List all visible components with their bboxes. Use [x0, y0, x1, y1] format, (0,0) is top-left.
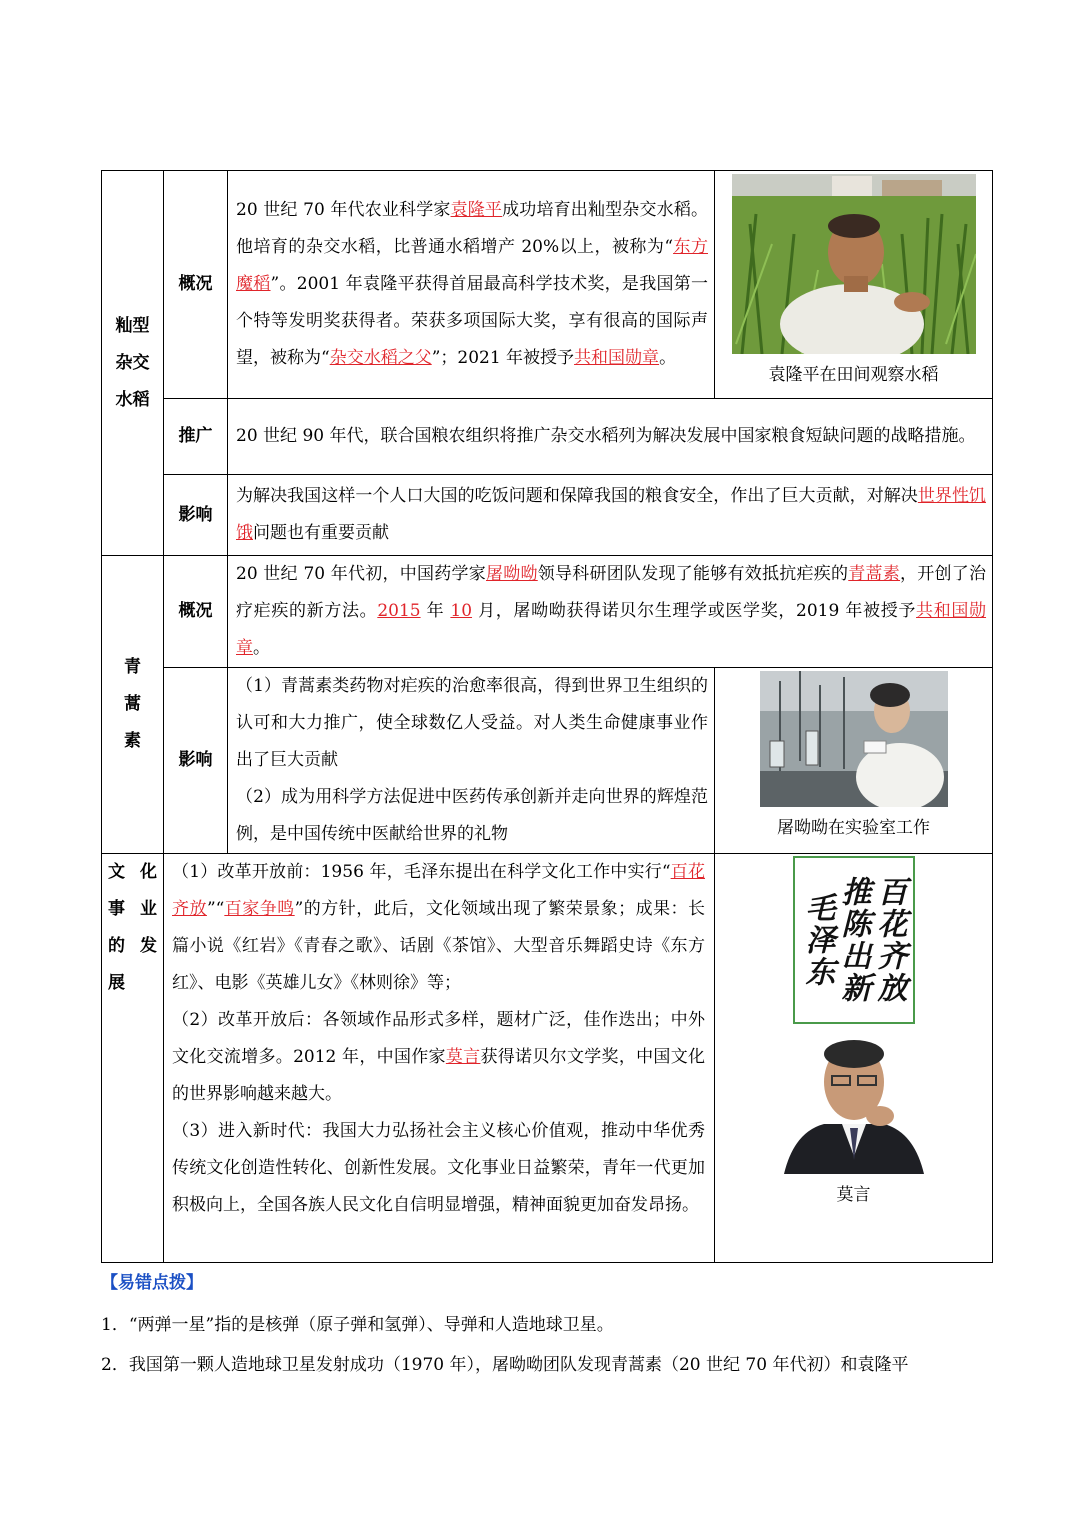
category-culture: 文化 事业 的发 展: [102, 854, 164, 1263]
notes-section: [101, 1268, 992, 1380]
rice-promotion-text: 20 世纪 90 年代，联合国粮农组织将推广杂交水稻列为解决发展中国家粮食短缺问题的战略措施。: [228, 399, 993, 475]
artemisinin-impact-text: （1）青蒿素类药物对疟疾的治愈率很高，得到世界卫生组织的认可和大力推广，使全球数亿人受益。对人类生命健康事业作出了巨大贡献 （2）成为用科学方法促进中医药传承创新并走向世界的辉煌范例，是中国传统中医献给世界的礼物: [228, 668, 715, 854]
rice-overview-text: 20 世纪 70 年代农业科学家袁隆平成功培育出籼型杂交水稻。他培育的杂交水稻，比普通水稻增产 20%以上，被称为“东方魔稻”。2001 年袁隆平获得首届最高科学技术奖，是我国第一个特等发明奖获得者。荣获多项国际大奖，享有很高的国际声望，被称为“杂交水稻之父”；2021 年被授予共和国勋章。: [228, 171, 715, 399]
artemisinin-overview-text: 20 世纪 70 年代初，中国药学家屠呦呦领导科研团队发现了能够有效抵抗疟疾的青蒿素，开创了治疗疟疾的新方法。2015 年 10 月，屠呦呦获得诺贝尔生理学或医学奖，2019 年被授予共和国勋章。: [228, 556, 993, 668]
calligraphy-image: [793, 856, 915, 1024]
label-promotion: 推广: [164, 399, 228, 475]
culture-photo-caption: 莫言: [836, 1185, 871, 1205]
notes-item-2: 2．我国第一颗人造地球卫星发射成功（1970 年），屠呦呦团队发现青蒿素（20 世纪 70 年代初）和袁隆平: [101, 1355, 909, 1375]
category-artemisinin: 青 蒿 素: [102, 556, 164, 854]
mo-yan-photo: [784, 1036, 924, 1174]
rice-photo-caption: 袁隆平在田间观察水稻: [768, 365, 939, 385]
label-overview: 概况: [164, 171, 228, 399]
artemisinin-photo-cell: [715, 668, 993, 854]
culture-para-1: （1）改革开放前：1956 年，毛泽东提出在科学文化工作中实行“百花齐放”“百家争鸣”的方针，此后，文化领域出现了繁荣景象；成果：长篇小说《红岩》《青春之歌》、话剧《茶馆》、大型音乐舞蹈史诗《东方红》、电影《英雄儿女》《林则徐》等；: [172, 862, 706, 993]
label-impact: 影响: [164, 668, 228, 854]
label-impact: 影响: [164, 475, 228, 556]
calligraphy-text: 百花齐放 推陈出新 毛泽东: [799, 876, 907, 1004]
culture-para-3: （3）进入新时代：我国大力弘扬社会主义核心价值观，推动中华优秀传统文化创造性转化、创新性发展。文化事业日益繁荣，青年一代更加积极向上，全国各族人民文化自信明显增强，精神面貌更加奋发昂扬。: [172, 1121, 705, 1215]
tu-youyou-photo: [760, 671, 948, 807]
label-overview: 概况: [164, 556, 228, 668]
rice-photo-cell: [715, 171, 993, 399]
rice-impact-text: 为解决我国这样一个人口大国的吃饭问题和保障我国的粮食安全，作出了巨大贡献，对解决世界性饥饿问题也有重要贡献: [228, 475, 993, 556]
culture-text: [164, 854, 715, 1263]
history-table: [101, 170, 993, 1263]
notes-item-1: 1．“两弹一星”指的是核弹（原子弹和氢弹）、导弹和人造地球卫星。: [101, 1315, 614, 1335]
artemisinin-photo-caption: 屠呦呦在实验室工作: [777, 818, 930, 838]
category-rice: 籼型 杂交 水稻: [102, 171, 164, 556]
notes-heading: 【易错点拨】: [101, 1273, 203, 1293]
culture-image-cell: [715, 854, 993, 1263]
culture-para-2: （2）改革开放后：各领域作品形式多样，题材广泛，佳作迭出；中外文化交流增多。2012 年，中国作家莫言获得诺贝尔文学奖，中国文化的世界影响越来越大。: [172, 1010, 706, 1104]
yuan-longping-photo: [732, 174, 976, 354]
